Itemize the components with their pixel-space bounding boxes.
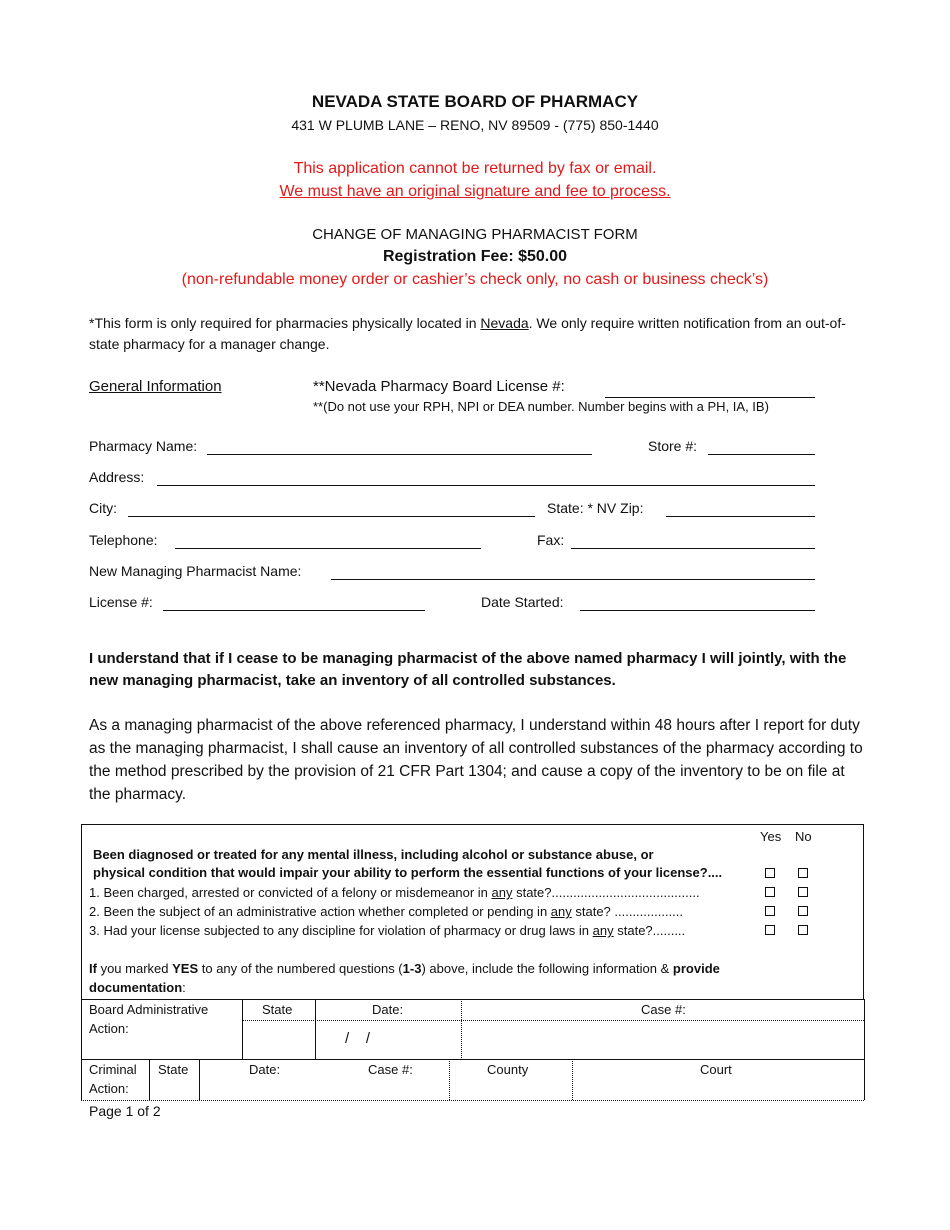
if-mid-1: you marked [96, 961, 173, 976]
board-date-header: Date: [372, 1002, 404, 1017]
city-field[interactable] [128, 516, 535, 517]
if-mid-2: to any of the numbered questions ( [198, 961, 403, 976]
pharmacy-name-field[interactable] [207, 454, 592, 455]
warning-line-2: We must have an original signature and fee to process. [279, 183, 671, 200]
board-label-divider [242, 999, 243, 1060]
question-1 [89, 885, 700, 900]
question-3-text: 3. Had your license subjected to any discipline for violation of pharmacy or drug laws in [89, 923, 593, 938]
if-word: If [89, 961, 97, 976]
question-3-tail: state?......... [613, 923, 686, 938]
fax-label: Fax: [537, 532, 565, 548]
q3-yes-checkbox[interactable] [765, 925, 775, 935]
criminal-action-label-2: Action: [89, 1081, 129, 1096]
fax-field[interactable] [571, 548, 815, 549]
address-label: Address: [89, 469, 145, 485]
q0-no-checkbox[interactable] [798, 868, 808, 878]
board-case-header: Case #: [641, 1002, 686, 1017]
date-started-label: Date Started: [481, 594, 564, 610]
question-2 [89, 904, 683, 919]
question-2-tail: state? ................... [571, 904, 684, 919]
q3-no-checkbox[interactable] [798, 925, 808, 935]
question-2-any: any [550, 904, 572, 919]
criminal-table-bottom-border [81, 1100, 864, 1101]
criminal-date-header: Date: [249, 1062, 281, 1077]
store-field[interactable] [708, 454, 815, 455]
board-state-divider [315, 999, 316, 1060]
if-yes-instruction-2 [89, 980, 186, 995]
board-state-header: State [262, 1002, 293, 1017]
q1-yes-checkbox[interactable] [765, 887, 775, 897]
q2-yes-checkbox[interactable] [765, 906, 775, 916]
address-field[interactable] [157, 485, 815, 486]
inventory-statement-bold: I understand that if I cease to be managing pharmacist of the above named pharmacy I will jointly, with the new managing pharmacist, take an inventory of all controlled substances. [89, 650, 847, 689]
state-zip-label: State: * NV Zip: [547, 500, 644, 516]
criminal-table-right-border [864, 1059, 865, 1100]
board-table-left-border [81, 999, 82, 1060]
notice-part-1: *This form is only required for pharmacies physically located in [89, 315, 481, 331]
license-label-2: License #: [89, 594, 153, 610]
criminal-action-label-1: Criminal [89, 1062, 137, 1077]
criminal-table-left-border [81, 1059, 82, 1100]
license-number-field[interactable] [605, 397, 815, 398]
board-action-label-1: Board Administrative [89, 1002, 209, 1017]
question-1-any: any [491, 885, 513, 900]
question-1-tail: state?......................................... [512, 885, 700, 900]
page-number: Page 1 of 2 [89, 1103, 161, 1119]
q1-no-checkbox[interactable] [798, 887, 808, 897]
board-table-right-border [864, 999, 865, 1060]
criminal-case-header: Case #: [368, 1062, 413, 1077]
payment-note: (non-refundable money order or cashier’s check only, no cash or business check’s) [181, 271, 769, 288]
new-manager-field[interactable] [331, 579, 815, 580]
criminal-court-header: Court [700, 1062, 732, 1077]
board-date-divider [461, 999, 462, 1060]
criminal-case-divider [449, 1059, 450, 1100]
if-yes-word: YES [172, 961, 199, 976]
board-title: NEVADA STATE BOARD OF PHARMACY [311, 92, 639, 111]
if-range: 1-3 [402, 961, 422, 976]
license-label: **Nevada Pharmacy Board License #: [313, 378, 565, 395]
city-label: City: [89, 500, 117, 516]
warning-line-1: This application cannot be returned by fax or email. [293, 160, 657, 177]
inventory-statement: As a managing pharmacist of the above referenced pharmacy, I understand within 48 hours after I report for duty as the managing pharmacist, I shall cause an inventory of all controlled substances of the pharmacy according to the method prescribed by the provision of 21 CFR Part 1304; and cause a copy of the inventory to be on file at the pharmacy. [89, 717, 863, 803]
new-manager-label: New Managing Pharmacist Name: [89, 563, 302, 579]
question-intro-line-2: physical condition that would impair your ability to perform the essential functions of your license?.... [93, 865, 723, 880]
date-started-field[interactable] [580, 610, 815, 611]
notice-text [89, 313, 864, 355]
license-note: **(Do not use your RPH, NPI or DEA number. Number begins with a PH, IA, IB) [313, 399, 769, 414]
notice-part-2: . We only require written notification from an out-of-state pharmacy for a manager change. [89, 315, 846, 352]
board-header-divider [242, 1020, 864, 1021]
board-address: 431 W PLUMB LANE – RENO, NV 89509 - (775) 850-1440 [291, 117, 659, 133]
if-yes-instruction [89, 961, 720, 976]
notice-state-link: Nevada [480, 315, 529, 331]
criminal-county-header: County [487, 1062, 529, 1077]
pharmacy-name-label: Pharmacy Name: [89, 438, 198, 454]
criminal-county-divider [572, 1059, 573, 1100]
question-2-text: 2. Been the subject of an administrative action whether completed or pending in [89, 904, 551, 919]
license-field[interactable] [163, 610, 425, 611]
no-header: No [795, 829, 812, 844]
zip-field[interactable] [666, 516, 815, 517]
if-provide: provide [672, 961, 720, 976]
telephone-label: Telephone: [89, 532, 158, 548]
telephone-field[interactable] [175, 548, 481, 549]
if-documentation: documentation [89, 980, 183, 995]
board-table-top-border [81, 999, 864, 1000]
board-action-label-2: Action: [89, 1021, 129, 1036]
criminal-state-divider [199, 1059, 200, 1100]
yes-header: Yes [760, 829, 782, 844]
if-mid-3: ) above, include the following information & [421, 961, 673, 976]
criminal-label-divider [149, 1059, 150, 1100]
form-name: CHANGE OF MANAGING PHARMACIST FORM [312, 226, 638, 243]
board-date-slashes[interactable]: / / [345, 1030, 371, 1047]
question-3-any: any [592, 923, 614, 938]
general-info-heading: General Information [89, 378, 222, 395]
question-3 [89, 923, 685, 938]
question-1-text: 1. Been charged, arrested or convicted of a felony or misdemeanor in [89, 885, 492, 900]
registration-fee: Registration Fee: $50.00 [382, 248, 568, 265]
q0-yes-checkbox[interactable] [765, 868, 775, 878]
question-intro-line-1: Been diagnosed or treated for any mental illness, including alcohol or substance abuse, or [93, 847, 654, 862]
q2-no-checkbox[interactable] [798, 906, 808, 916]
criminal-state-header: State [158, 1062, 189, 1077]
store-label: Store #: [648, 438, 698, 454]
if-colon: : [182, 980, 186, 995]
